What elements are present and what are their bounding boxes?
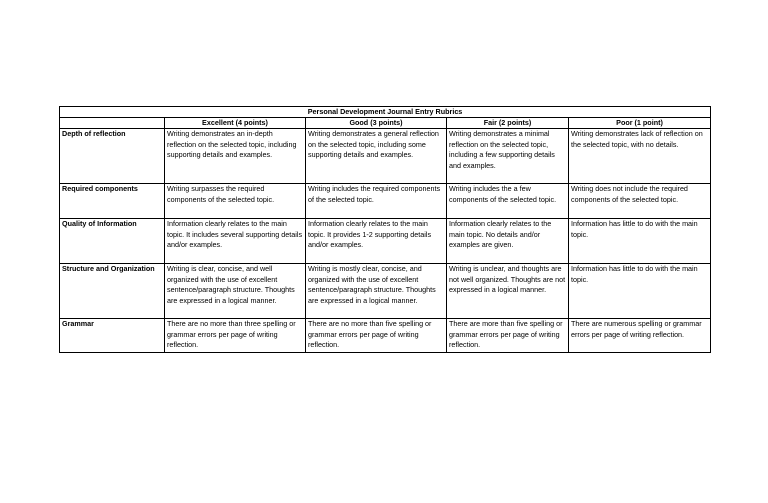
criterion-cell: Required components <box>60 184 165 219</box>
table-cell: Information clearly relates to the main topic. It provides 1-2 supporting details and/or examples. <box>306 219 447 264</box>
table-cell: Writing is mostly clear, concise, and organized with the use of excellent sentence/paragraph structure. Thoughts are expressed in a logical manner. <box>306 264 447 319</box>
header-excellent: Excellent (4 points) <box>165 118 306 129</box>
table-title-row <box>60 107 711 118</box>
table-cell: There are no more than three spelling or grammar errors per page of writing reflection. <box>165 319 306 353</box>
table-cell: There are no more than five spelling or grammar errors per page of writing reflection. <box>306 319 447 353</box>
rubric-table <box>59 106 711 353</box>
table-cell: Writing demonstrates lack of reflection on the selected topic, with no details. <box>569 129 711 184</box>
criterion-cell: Quality of Information <box>60 219 165 264</box>
table-cell: Information clearly relates to the main topic. No details and/or examples are given. <box>447 219 569 264</box>
criterion-cell: Grammar <box>60 319 165 353</box>
table-cell: Writing demonstrates a general reflection on the selected topic, including some supporting details and examples. <box>306 129 447 184</box>
table-cell: Information has little to do with the main topic. <box>569 264 711 319</box>
table-cell: Writing is unclear, and thoughts are not well organized. Thoughts are not expressed in a logical manner. <box>447 264 569 319</box>
table-row-grammar <box>60 319 711 353</box>
table-title: Personal Development Journal Entry Rubrics <box>60 107 711 118</box>
table-header-row <box>60 118 711 129</box>
table-cell: Writing includes the a few components of the selected topic. <box>447 184 569 219</box>
table-row-required <box>60 184 711 219</box>
header-fair: Fair (2 points) <box>447 118 569 129</box>
table-row-depth <box>60 129 711 184</box>
header-cell-empty <box>60 118 165 129</box>
table-cell: Writing surpasses the required components of the selected topic. <box>165 184 306 219</box>
table-cell: Writing is clear, concise, and well organized with the use of excellent sentence/paragraph structure. Thoughts are expressed in a logical manner. <box>165 264 306 319</box>
table-cell: Writing demonstrates an in-depth reflection on the selected topic, including supporting details and examples. <box>165 129 306 184</box>
table-row-quality <box>60 219 711 264</box>
table-cell: Writing does not include the required components of the selected topic. <box>569 184 711 219</box>
table-cell: Information clearly relates to the main topic. It includes several supporting details and/or examples. <box>165 219 306 264</box>
table-cell: Information has little to do with the main topic. <box>569 219 711 264</box>
header-poor: Poor (1 point) <box>569 118 711 129</box>
criterion-cell: Structure and Organization <box>60 264 165 319</box>
table-row-structure <box>60 264 711 319</box>
header-good: Good (3 points) <box>306 118 447 129</box>
table-cell: Writing includes the required components of the selected topic. <box>306 184 447 219</box>
table-cell: There are numerous spelling or grammar errors per page of writing reflection. <box>569 319 711 353</box>
criterion-cell: Depth of reflection <box>60 129 165 184</box>
table-cell: There are more than five spelling or grammar errors per page of writing reflection. <box>447 319 569 353</box>
table-cell: Writing demonstrates a minimal reflection on the selected topic, including a few supporting details and examples. <box>447 129 569 184</box>
